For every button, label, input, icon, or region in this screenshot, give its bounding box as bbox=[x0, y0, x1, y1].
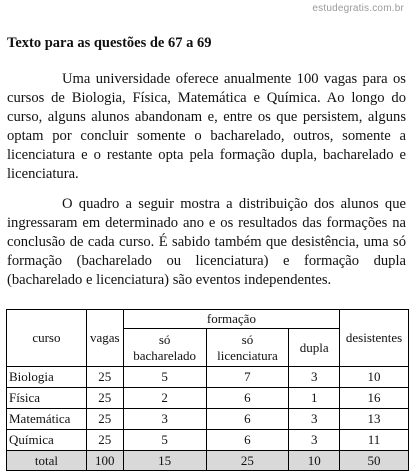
cell-desistentes: 13 bbox=[340, 409, 409, 430]
paragraph-1: Uma universidade oferece anualmente 100 vagas para os cursos de Biologia, Física, Matemática e Química. Ao longo do curso, alguns alunos abandonam e, entre os que persistem, alguns optam por concluir somente o bacharelado, outros, somente a licenciatura e o restante opta pela formação dupla, bacharelado e licenciatura. bbox=[7, 71, 406, 182]
header-vagas: vagas bbox=[86, 310, 123, 367]
cell-vagas: 25 bbox=[86, 430, 123, 451]
cell-dupla: 3 bbox=[289, 430, 340, 451]
cell-curso: Biologia bbox=[7, 367, 87, 388]
cell-total-so-bacharelado: 15 bbox=[123, 451, 206, 471]
table-total-row bbox=[7, 451, 409, 471]
table-header-row bbox=[7, 310, 409, 329]
cell-dupla: 3 bbox=[289, 367, 340, 388]
header-so-bacharelado-line1: só bbox=[158, 331, 171, 347]
cell-dupla: 1 bbox=[289, 388, 340, 409]
distribution-table bbox=[6, 309, 409, 471]
paragraph-2: O quadro a seguir mostra a distribuição dos alunos que ingressaram em determinado ano e os resultados das formações na conclusão de cada curso. É sabido também que desistência, uma só formação (bacharelado ou licenciatura) e formação dupla (bacharelado e licenciatura) são eventos independentes. bbox=[7, 196, 406, 288]
cell-curso: Física bbox=[7, 388, 87, 409]
cell-desistentes: 10 bbox=[340, 367, 409, 388]
cell-curso: Química bbox=[7, 430, 87, 451]
header-formacao: formação bbox=[123, 310, 339, 329]
question-heading: Texto para as questões de 67 a 69 bbox=[7, 35, 212, 51]
cell-desistentes: 11 bbox=[340, 430, 409, 451]
table-row bbox=[7, 409, 409, 430]
header-so-bacharelado bbox=[123, 329, 206, 367]
watermark: estudegratis.com.br bbox=[312, 3, 404, 14]
header-desistentes: desistentes bbox=[340, 310, 409, 367]
cell-vagas: 25 bbox=[86, 409, 123, 430]
cell-dupla: 3 bbox=[289, 409, 340, 430]
cell-so-licenciatura: 7 bbox=[206, 367, 289, 388]
header-dupla: dupla bbox=[289, 329, 340, 367]
cell-total-label: total bbox=[7, 451, 87, 471]
cell-total-vagas: 100 bbox=[86, 451, 123, 471]
table-row bbox=[7, 367, 409, 388]
header-curso: curso bbox=[7, 310, 87, 367]
cell-desistentes: 16 bbox=[340, 388, 409, 409]
header-so-licenciatura-line2: licenciatura bbox=[217, 347, 278, 363]
table-row bbox=[7, 430, 409, 451]
cell-so-licenciatura: 6 bbox=[206, 388, 289, 409]
cell-so-bacharelado: 2 bbox=[123, 388, 206, 409]
header-so-licenciatura bbox=[206, 329, 289, 367]
cell-total-desistentes: 50 bbox=[340, 451, 409, 471]
cell-so-bacharelado: 5 bbox=[123, 367, 206, 388]
header-so-licenciatura-line1: só bbox=[241, 331, 254, 347]
cell-so-licenciatura: 6 bbox=[206, 430, 289, 451]
header-so-bacharelado-line2: bacharelado bbox=[133, 347, 197, 363]
table-row bbox=[7, 388, 409, 409]
cell-total-dupla: 10 bbox=[289, 451, 340, 471]
cell-so-bacharelado: 3 bbox=[123, 409, 206, 430]
cell-vagas: 25 bbox=[86, 367, 123, 388]
cell-total-so-licenciatura: 25 bbox=[206, 451, 289, 471]
cell-vagas: 25 bbox=[86, 388, 123, 409]
cell-curso: Matemática bbox=[7, 409, 87, 430]
cell-so-bacharelado: 5 bbox=[123, 430, 206, 451]
cell-so-licenciatura: 6 bbox=[206, 409, 289, 430]
